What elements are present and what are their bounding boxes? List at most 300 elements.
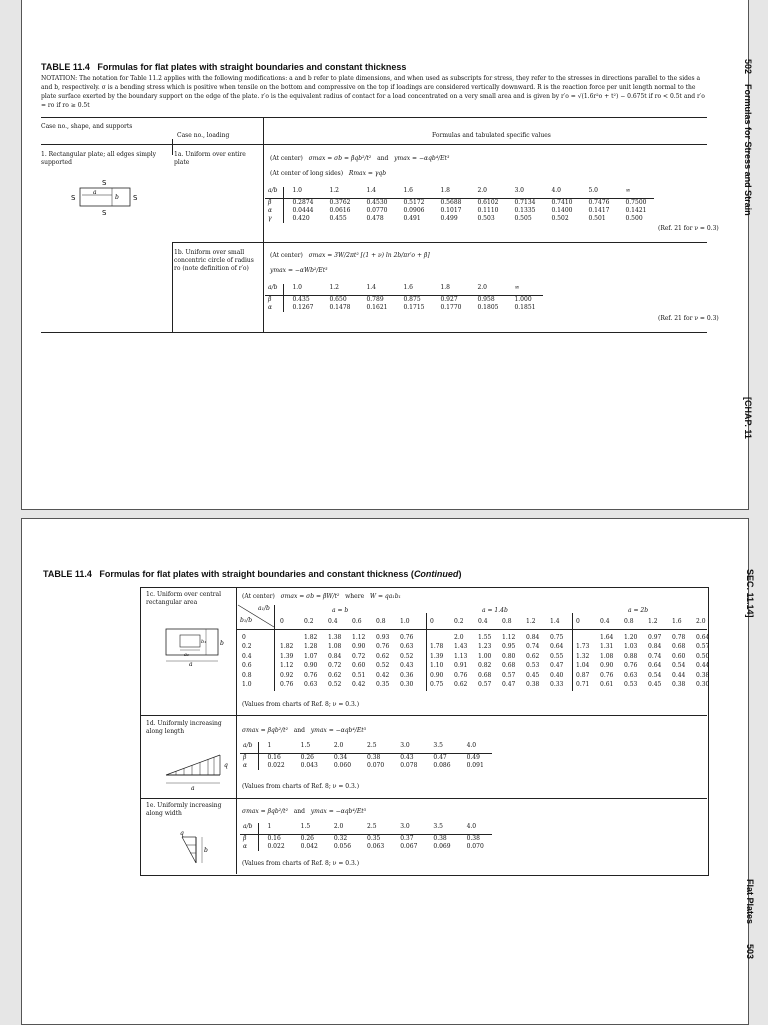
case1a-formula-line: (At center) σmax = σb = βqb²/t² and ymax = −αqb⁴/Et³: [270, 155, 450, 162]
table-cell: 0.501: [588, 215, 606, 222]
case1a-reaction-line: (At center of long sides) Rmax = γqb: [270, 170, 387, 177]
table-cell: 0.64: [550, 643, 564, 651]
table-row: [240, 843, 492, 851]
table-cell: 0.75: [430, 681, 444, 688]
table-cell: 0.7500: [625, 199, 647, 206]
table-cell: 0.90: [304, 662, 318, 670]
header-case-shape: Case no., shape, and supports: [41, 123, 133, 130]
row-label: α: [240, 762, 259, 770]
column-header: 1.8: [432, 284, 469, 296]
table-cell: 0.87: [576, 671, 590, 679]
column-header: 5.0: [580, 187, 617, 199]
table-cell: 1.32: [576, 652, 590, 660]
col-divider-2: [263, 117, 264, 332]
case1c-group-divider-1: [426, 613, 427, 691]
table-cell: 0.30: [400, 681, 414, 688]
row-label: γ: [265, 215, 284, 223]
column-header: 1.8: [432, 187, 469, 199]
column-header: 1: [259, 742, 293, 754]
column-header: 4.0: [459, 742, 492, 754]
table-cell: 0.76: [600, 671, 614, 679]
case1d-formula-line: σmax = βqb²/t² and ymax = −αqb⁴/Et³: [242, 727, 367, 734]
column-header: 4.0: [459, 823, 492, 835]
table-cell: 0.45: [526, 671, 540, 679]
table-cell: 0.070: [367, 762, 385, 769]
table-cell: 0.042: [300, 843, 318, 850]
column-header: 0.4: [600, 618, 610, 625]
table-cell: 0.82: [478, 662, 492, 670]
case1c-header-rule: [236, 629, 707, 630]
table-cell: 0.76: [280, 681, 294, 688]
column-header: 4.0: [543, 187, 580, 199]
table-cell: 0.0444: [292, 207, 314, 214]
table-cell: 0.38: [466, 835, 480, 842]
column-label: a/b: [265, 284, 284, 296]
fig1c-label-b1: b₁: [201, 639, 207, 645]
table-cell: 0.78: [672, 634, 686, 641]
column-header: 0.8: [376, 618, 386, 625]
table-cell: 1.43: [454, 643, 468, 651]
column-header: 1.2: [321, 187, 358, 199]
case1d-rule: [140, 715, 707, 716]
table-cell: 0.043: [300, 762, 318, 769]
table-cell: 0.74: [648, 652, 662, 660]
table-cell: 0.1805: [477, 304, 499, 311]
column-header: 2.0: [326, 823, 359, 835]
fig-label-s-right: S: [133, 194, 138, 202]
table-cell: 1.13: [454, 652, 468, 660]
table-cell: 0.789: [366, 296, 384, 303]
fig1d-label-a: a: [191, 785, 195, 792]
table-cell: 0.0616: [329, 207, 351, 214]
table-cell: 0.49: [466, 754, 480, 761]
column-header: 1.5: [293, 823, 326, 835]
table-cell: 0.7476: [588, 199, 610, 206]
case1e-rule: [140, 798, 707, 799]
table-cell: 0.7410: [551, 199, 573, 206]
table-cell: 0.50: [696, 652, 710, 660]
column-header: 0.4: [478, 618, 488, 625]
case1a-ref: (Ref. 21 for ν = 0.3): [658, 225, 719, 232]
column-label: a/b: [240, 823, 259, 835]
column-header: 3.5: [425, 823, 458, 835]
table-cell: 0.72: [352, 652, 366, 660]
table-cell: 0.88: [624, 652, 638, 660]
table-cell: 0.33: [550, 681, 564, 688]
table-cell: 0.26: [300, 835, 314, 842]
table-cell: 0.478: [366, 215, 384, 222]
column-header: 2.0: [469, 187, 506, 199]
fig-label-a: a: [93, 189, 97, 196]
column-label: a/b: [265, 187, 284, 199]
fig1c-label-a1: a₁: [184, 652, 189, 658]
increasing-length-figure: [162, 751, 236, 791]
column-header: 3.0: [392, 742, 425, 754]
table-cell: 0.1851: [514, 304, 536, 311]
case1b-ref: (Ref. 21 for ν = 0.3): [658, 315, 719, 322]
table-cell: 0.63: [400, 643, 414, 651]
table-cell: 0.491: [403, 215, 421, 222]
table-cell: 0.62: [526, 652, 540, 660]
table-cell: 0.90: [600, 662, 614, 670]
column-header: 0.4: [328, 618, 338, 625]
table-cell: 0.38: [672, 681, 686, 688]
table-cell: 0.43: [400, 754, 414, 761]
column-header: 1.0: [284, 284, 322, 296]
table-cell: 0.71: [576, 681, 590, 688]
table-cell: 1.12: [502, 634, 516, 641]
table-cell: 0.35: [376, 681, 390, 688]
table-cell: 0.76: [376, 643, 390, 651]
case1d-loading: 1d. Uniformly increasing along length: [146, 720, 222, 735]
case1c-note: (Values from charts of Ref. 8; ν = 0.3.): [242, 701, 360, 708]
column-header: 1.4: [550, 618, 560, 625]
table-row: [265, 207, 654, 215]
case1d-value-table: [240, 742, 492, 770]
fig1e-label-b: b: [204, 847, 208, 854]
column-header: 1.2: [321, 284, 358, 296]
case1c-formula-line: (At center) σmax = σb = βW/t² where W = qa₁b₁: [242, 593, 401, 600]
table-cell: 1.78: [430, 643, 444, 651]
table-cell: 1.39: [280, 652, 294, 660]
case1e-formula-line: σmax = βqb²/t² and ymax = −αqb⁴/Et³: [242, 808, 367, 815]
column-header: 1.5: [293, 742, 326, 754]
table-cell: 0.74: [526, 643, 540, 651]
table-cell: 0.52: [400, 652, 414, 660]
table-cell: 0.1715: [403, 304, 425, 311]
case1e-loading: 1e. Uniformly increasing along width: [146, 802, 222, 817]
page-503: [21, 518, 755, 1025]
table-cell: 0.44: [672, 671, 686, 679]
table-cell: 1.10: [430, 662, 444, 670]
table-cell: 0.1421: [625, 207, 647, 214]
column-header: 2.5: [359, 823, 392, 835]
column-header: ∞: [506, 284, 543, 296]
table-cell: 0.505: [514, 215, 532, 222]
column-header: 1.4: [358, 284, 395, 296]
case1c-group-divider-2: [572, 613, 573, 691]
group-header: a = b: [332, 607, 349, 614]
column-header: 3.5: [425, 742, 458, 754]
table-row: [265, 304, 543, 312]
table-row: [240, 762, 492, 770]
table-row: [240, 835, 492, 844]
running-head-503: Flat Plates 503: [745, 879, 755, 960]
table-cell: 0.53: [624, 681, 638, 688]
table-cell: 0.420: [292, 215, 310, 222]
row-label: α: [265, 304, 284, 312]
table-cell: 0.52: [328, 681, 342, 688]
row-label: 0.4: [242, 652, 252, 660]
table-cell: 0.435: [292, 296, 310, 303]
table-cell: 0.57: [478, 681, 492, 688]
table-cell: 0.5688: [440, 199, 462, 206]
corner-bottom-label: b₁/b: [240, 617, 253, 624]
column-header: 1.6: [395, 284, 432, 296]
table-cell: 0.57: [696, 643, 710, 651]
row-label: 0.6: [242, 662, 252, 670]
rectangular-plate-figure: [60, 175, 150, 217]
column-header: 1: [259, 823, 293, 835]
column-header: 1.4: [358, 187, 395, 199]
table-cell: 2.0: [454, 634, 464, 641]
table-cell: 0.455: [329, 215, 347, 222]
table-cell: 0.1017: [440, 207, 462, 214]
table-cell: 0.38: [433, 835, 447, 842]
table-cell: 0.500: [625, 215, 643, 222]
column-header: 1.0: [284, 187, 322, 199]
case1b-loading: 1b. Uniform over small concentric circle of radius ro (note definition of r′o): [174, 249, 254, 272]
table-cell: 0.68: [478, 671, 492, 679]
case1b-deflection-line: ymax = −αWb²/Et³: [270, 267, 328, 274]
case1c-label-divider: [274, 605, 275, 691]
column-header: 0.2: [304, 618, 314, 625]
table-cell: 0.1621: [366, 304, 388, 311]
table-cell: 0.93: [376, 634, 390, 641]
column-header: 0: [576, 618, 580, 625]
table-cell: 0.47: [550, 662, 564, 670]
table-cell: 0.95: [502, 643, 516, 651]
table-cell: 0.80: [502, 652, 516, 660]
table-cell: 0.0770: [366, 207, 388, 214]
increasing-width-figure: [178, 830, 218, 869]
table-cell: 0.40: [550, 671, 564, 679]
case1b-rule: [172, 242, 707, 243]
column-header: 3.0: [506, 187, 543, 199]
fig-label-s-left: S: [71, 194, 76, 202]
table-cell: 0.75: [550, 634, 564, 641]
column-header: 1.2: [526, 618, 536, 625]
table-cell: 0.47: [433, 754, 447, 761]
table-cell: 1.08: [328, 643, 342, 651]
table-cell: 0.54: [648, 671, 662, 679]
table-cell: 0.76: [624, 662, 638, 670]
table-cell: 0.72: [328, 662, 342, 670]
table-cell: 0.056: [333, 843, 352, 850]
fig1d-label-q: q: [224, 762, 228, 769]
table-cell: 0.55: [550, 652, 564, 660]
table-cell: 0.0906: [403, 207, 425, 214]
table-cell: 0.1478: [329, 304, 351, 311]
section-marker: SEC. 11.14]: [745, 569, 755, 618]
table-cell: 1.39: [430, 652, 444, 660]
table-cell: 0.063: [367, 843, 385, 850]
column-header: 0: [430, 618, 434, 625]
column-header: 2.0: [469, 284, 506, 296]
table-cell: 0.35: [367, 835, 381, 842]
table-cell: 0.069: [433, 843, 451, 850]
column-header: 1.2: [648, 618, 658, 625]
case1-description: 1. Rectangular plate; all edges simply supported: [41, 151, 157, 166]
table-cell: 0.060: [333, 762, 352, 769]
running-head-502: 502 Formulas for Stress and Strain: [743, 59, 753, 216]
table-cell: 0.36: [400, 671, 414, 679]
table-cell: 0.1110: [477, 207, 499, 214]
table-cell: 0.38: [367, 754, 381, 761]
column-header: ∞: [617, 187, 654, 199]
table-cell: 1.31: [600, 643, 614, 651]
case1c-loading: 1c. Uniform over central rectangular area: [146, 591, 222, 606]
fig-label-s-top: S: [102, 179, 107, 187]
central-rectangle-figure: [162, 627, 230, 667]
table-cell: 0.1770: [440, 304, 462, 311]
table-cell: 0.84: [328, 652, 342, 660]
table-cell: 1.12: [280, 662, 294, 670]
table-cell: 0.30: [696, 681, 710, 688]
header-case-loading: Case no., loading: [177, 132, 230, 139]
column-header: 2.0: [326, 742, 359, 754]
continued-col-divider: [236, 587, 237, 874]
column-header: 2.0: [696, 618, 706, 625]
case1a-value-table: [265, 187, 654, 223]
table-cell: 0.4530: [366, 199, 388, 206]
table-cell: 0.90: [352, 643, 366, 651]
table-cell: 0.38: [526, 681, 540, 688]
table-cell: 0.875: [403, 296, 421, 303]
row-label: β: [265, 296, 284, 305]
table-cell: 0.499: [440, 215, 458, 222]
col-divider-1: [172, 139, 173, 155]
table-cell: 1.03: [624, 643, 638, 651]
column-header: 0.8: [502, 618, 512, 625]
table-cell: 0.2874: [292, 199, 314, 206]
table-cell: 0.1417: [588, 207, 610, 214]
column-label: a/b: [240, 742, 259, 754]
column-header: 0.6: [352, 618, 362, 625]
row-label: α: [265, 207, 284, 215]
table-cell: 0.42: [352, 681, 366, 688]
table-cell: 0.44: [696, 662, 710, 670]
table-cell: 1.04: [576, 662, 590, 670]
table-cell: 0.54: [672, 662, 686, 670]
row-label: 0.8: [242, 671, 252, 679]
table-cell: 0.64: [696, 634, 710, 641]
table-header-rule: [41, 144, 707, 145]
table-cell: 0.022: [267, 762, 285, 769]
table-cell: 0.6102: [477, 199, 499, 206]
column-header: 2.5: [359, 742, 392, 754]
case1d-note: (Values from charts of Ref. 8; ν = 0.3.): [242, 783, 360, 790]
table-cell: 0.502: [551, 215, 569, 222]
table-cell: 0.84: [526, 634, 540, 641]
table-cell: 0.091: [466, 762, 484, 769]
table-cell: 0.91: [454, 662, 468, 670]
table-cell: 1.82: [304, 634, 318, 641]
table-row: [265, 296, 543, 305]
table-cell: 0.63: [304, 681, 318, 688]
row-label: 1.0: [242, 681, 252, 688]
group-header: a = 1.4b: [482, 607, 508, 614]
table-cell: 1.55: [478, 634, 492, 641]
table-title: TABLE 11.4 Formulas for flat plates with straight boundaries and constant thickness: [41, 62, 407, 72]
table-cell: 0.7134: [514, 199, 536, 206]
table-cell: 0.62: [454, 681, 468, 688]
case1b-divider: [172, 242, 173, 332]
table-cell: 0.078: [400, 762, 418, 769]
table-cell: 0.52: [376, 662, 390, 670]
fig-label-b: b: [115, 194, 119, 201]
fig1c-label-a: a: [189, 661, 193, 668]
table-cell: 0.62: [376, 652, 390, 660]
table-cell: 0.51: [352, 671, 366, 679]
table-cell: 1.73: [576, 643, 590, 651]
table-cell: 0.958: [477, 296, 495, 303]
table-cell: 0.067: [400, 843, 418, 850]
table-cell: 0.38: [696, 671, 710, 679]
table-row: [265, 199, 654, 208]
table-cell: 0.84: [648, 643, 662, 651]
table-cell: 0.070: [466, 843, 484, 850]
table-cell: 1.00: [478, 652, 492, 660]
table-cell: 1.08: [600, 652, 614, 660]
table-cell: 1.20: [624, 634, 638, 641]
table-cell: 0.1267: [292, 304, 314, 311]
table-cell: 0.97: [648, 634, 662, 641]
table-cell: 0.26: [300, 754, 314, 761]
table-cell: 1.12: [352, 634, 366, 641]
table-cell: 0.57: [502, 671, 516, 679]
table-cell: 0.086: [433, 762, 451, 769]
case1b-formula-line: (At center) σmax = 3W/2πt² [(1 + ν) ln 2b/πr′o + β]: [270, 252, 430, 259]
table-cell: 0.68: [672, 643, 686, 651]
table-cell: 0.32: [333, 835, 348, 842]
table-cell: 0.34: [333, 754, 348, 761]
table-top-rule: [41, 117, 707, 118]
column-header: 1.6: [395, 187, 432, 199]
table-cell: 0.16: [267, 835, 281, 842]
table-cell: 0.1335: [514, 207, 536, 214]
case1a-loading: 1a. Uniform over entire plate: [174, 151, 246, 166]
table-cell: 0.5172: [403, 199, 425, 206]
table-cell: 1.64: [600, 634, 614, 641]
table-row: [240, 754, 492, 763]
case1e-value-table: [240, 823, 492, 851]
table-cell: 0.42: [376, 671, 390, 679]
corner-top-label: a₁/b: [258, 605, 270, 612]
table-cell: 1.28: [304, 643, 318, 651]
table-cell: 0.53: [526, 662, 540, 670]
table-cell: 0.45: [648, 681, 662, 688]
case1e-note: (Values from charts of Ref. 8; ν = 0.3.): [242, 860, 360, 867]
table-cell: 1.82: [280, 643, 294, 651]
table-cell: 0.503: [477, 215, 495, 222]
column-header: 1.0: [400, 618, 410, 625]
fig1c-label-b: b: [220, 640, 224, 647]
table-cell: 1.23: [478, 643, 492, 651]
table-cell: 1.000: [514, 296, 532, 303]
table-cell: 0.62: [328, 671, 342, 679]
header-formulas: Formulas and tabulated specific values: [432, 132, 551, 139]
table-cell: 0.650: [329, 296, 347, 303]
table-cell: 0.60: [352, 662, 366, 670]
row-label: β: [240, 754, 259, 763]
table-cell: 0.64: [648, 662, 662, 670]
notation-paragraph: NOTATION: The notation for Table 11.2 applies with the following modifications: a and b refer to plate dimensions, and when used as subscripts for stress, they refer to the stresses in directions parallel to the sides a and b, respectively. σ is a bending stress which is positive when tensile on the bottom and compressive on the top if loadings are considered vertically downward. R is the reaction force per unit length normal to the plate surface exerted by the boundary support on the edge of the plate. r′o is the equivalent radius of contact for a load concentrated on a very small area and is given by r′o = √(1.6r²o + t²) − 0.675t if ro < 0.5t and r′o = ro if ro ≥ 0.5t: [41, 75, 705, 109]
table-cell: 0.90: [430, 671, 444, 679]
table-cell: 0.37: [400, 835, 414, 842]
case1b-value-table: [265, 284, 543, 312]
row-label: β: [240, 835, 259, 844]
table-cell: 0.61: [600, 681, 614, 688]
table-cell: 0.92: [280, 671, 294, 679]
table-cell: 0.60: [672, 652, 686, 660]
row-label: 0.2: [242, 643, 252, 651]
table-cell: 0.47: [502, 681, 516, 688]
row-label: 0: [242, 634, 246, 641]
table-cell: 1.38: [328, 634, 342, 641]
table-cell: 0.76: [304, 671, 318, 679]
column-header: 0.2: [454, 618, 464, 625]
